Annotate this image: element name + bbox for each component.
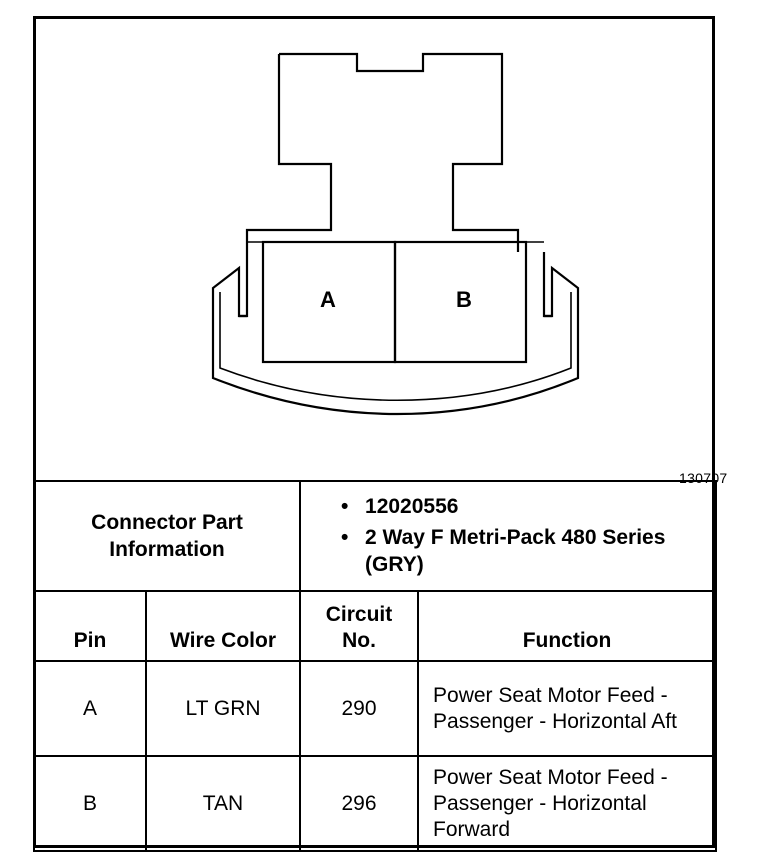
part-description: • 2 Way F Metri-Pack 480 Series (GRY) (341, 524, 715, 578)
connector-table (33, 480, 717, 852)
table-row (34, 661, 716, 756)
pin-b-label: B (456, 287, 472, 312)
connector-latch-outline (247, 54, 518, 252)
part-info-row (34, 481, 716, 591)
connector-part-label: Connector Part Information (34, 481, 300, 591)
header-function: Function (418, 591, 716, 661)
circuit-cell: 290 (300, 661, 418, 756)
header-row (34, 591, 716, 661)
connector-diagram (33, 16, 728, 486)
connector-part-details (300, 481, 716, 591)
function-cell: Power Seat Motor Feed - Passenger - Horizontal Aft (418, 661, 716, 756)
table-row (34, 756, 716, 851)
function-cell: Power Seat Motor Feed - Passenger - Horizontal Forward (418, 756, 716, 851)
part-number: • 12020556 (341, 493, 715, 520)
wire-color-cell: LT GRN (146, 661, 300, 756)
pin-cell: A (34, 661, 146, 756)
header-pin: Pin (34, 591, 146, 661)
connector-face-drawing (33, 16, 715, 482)
pin-a-label: A (320, 287, 336, 312)
header-circuit: Circuit No. (300, 591, 418, 661)
wire-color-cell: TAN (146, 756, 300, 851)
header-wire-color: Wire Color (146, 591, 300, 661)
pin-cell: B (34, 756, 146, 851)
figure-id: 130707 (679, 470, 728, 486)
circuit-cell: 296 (300, 756, 418, 851)
